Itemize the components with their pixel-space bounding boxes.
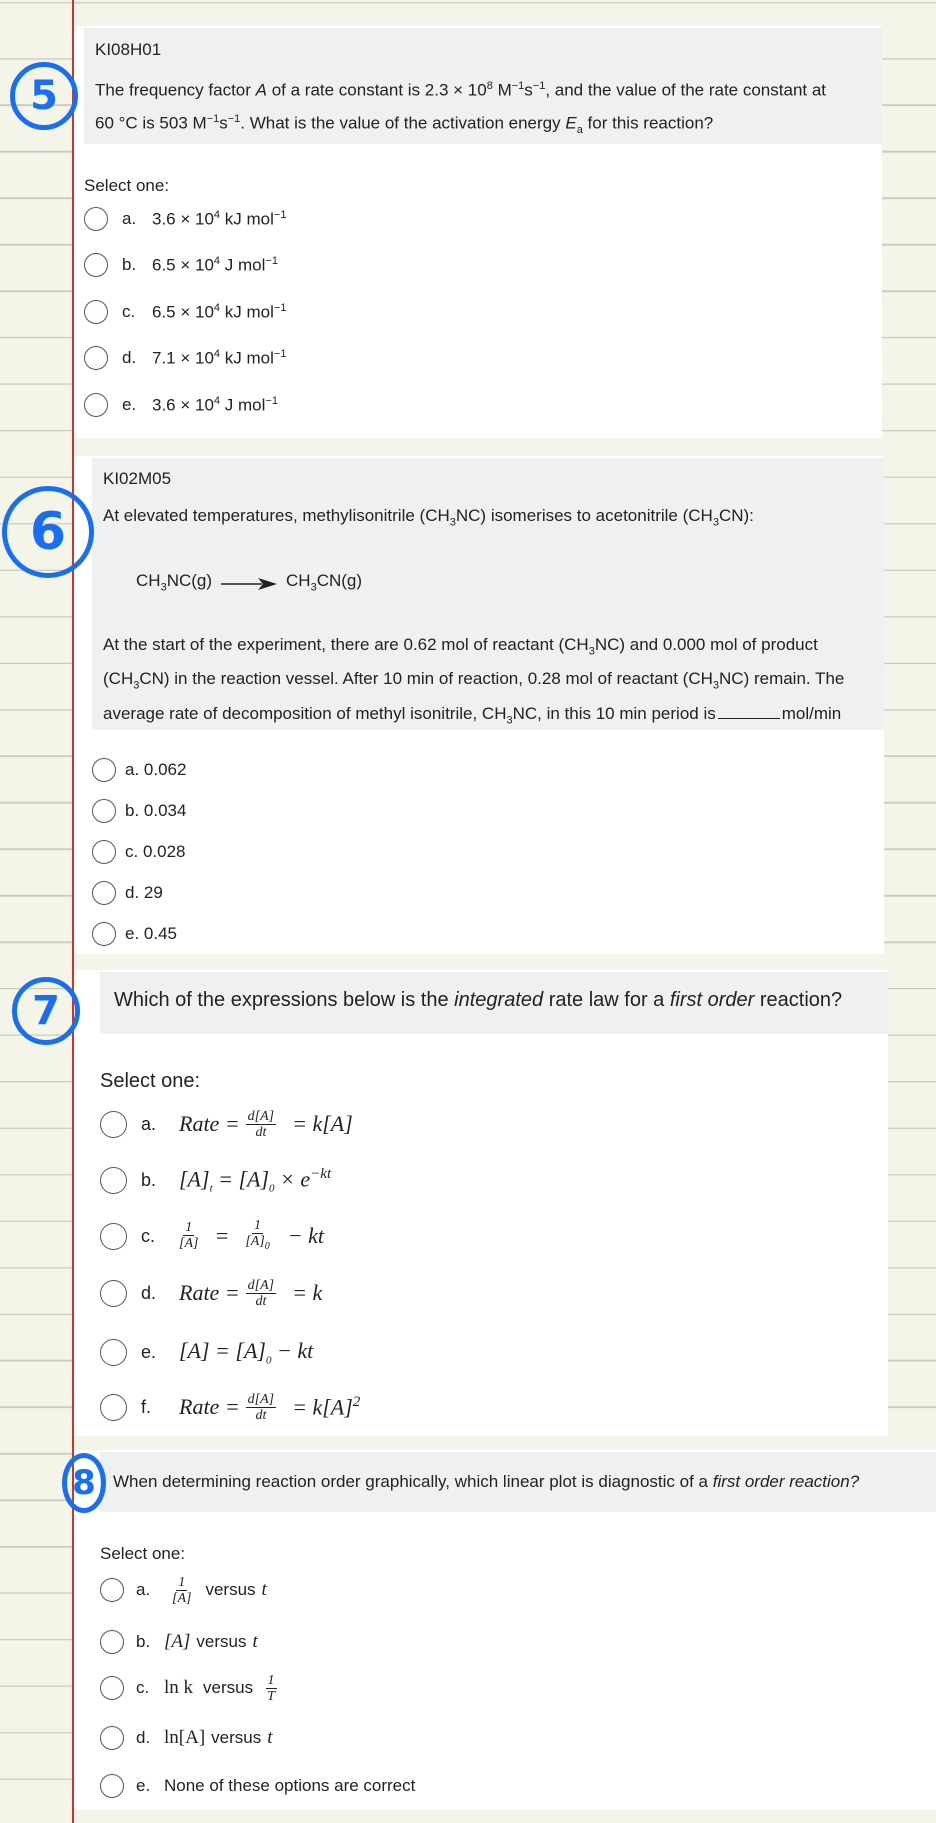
radio-button[interactable] (84, 393, 108, 417)
option-label: a. 0.062 (125, 760, 187, 779)
radio-button[interactable] (100, 1280, 127, 1307)
question-5-text: The frequency factor A of a rate constant is $2.3 \times 10^8$ $M^{-1}s^{-1}$, and the value of the rate constant at 60 °C is 503 $M^{-1}s^{-1}$. What is the value of the activation energy $E_a$ for this reaction? (95, 80, 827, 136)
question-6-code: KI02M05 (103, 469, 172, 488)
question-5-option-c[interactable]: c. $6.5 \times 10^4$ kJ mol$^{-1}$ (84, 300, 286, 324)
margin-line (72, 0, 74, 1823)
radio-button[interactable] (84, 346, 108, 370)
question-7-option-c[interactable]: c. $\frac{1}{[A]}$ = $\frac{1}{[A]_0}$ − kt (100, 1216, 324, 1256)
radio-button[interactable] (84, 300, 108, 324)
reaction-equation (136, 567, 362, 601)
question-8-option-c[interactable]: c. ln k versus $\frac{1}{T}$ (100, 1670, 283, 1706)
question-8-option-d[interactable]: d. ln[A] versus t (100, 1723, 273, 1753)
option-formula: $[A]_t = [A]_0 \times e^{-kt}$ (179, 1165, 332, 1195)
question-7-option-f[interactable]: f. Rate = $\frac{d[A]}{dt}$ = $k[A]^2$ (100, 1389, 360, 1425)
radio-button[interactable] (100, 1394, 127, 1421)
radio-button[interactable] (92, 799, 116, 823)
radio-button[interactable] (92, 922, 116, 946)
question-8-text: When determining reaction order graphically, which linear plot is diagnostic of a first order reaction? (113, 1472, 860, 1491)
radio-button[interactable] (100, 1726, 124, 1750)
question-7-option-d[interactable]: d. Rate = $\frac{d[A]}{dt}$ = k (100, 1275, 322, 1311)
question-6-option-b[interactable] (92, 799, 186, 823)
reactant: $CH_3NC(g)$ (136, 571, 213, 594)
question-6-option-d[interactable] (92, 881, 163, 905)
question-5-select-label: Select one: (84, 176, 170, 195)
question-8-option-e[interactable]: e. None of these options are correct (100, 1771, 415, 1801)
question-7-option-a[interactable]: a. Rate = $\frac{d[A]}{dt}$ = k[A] (100, 1106, 353, 1142)
option-formula: [A] versus t (164, 1631, 258, 1652)
option-label: $3.6 \times 10^4$ J mol$^{-1}$ (152, 394, 278, 415)
option-formula: $\frac{1}{[A]}$ versus t (172, 1574, 267, 1606)
question-7-text: Which of the expressions below is the integrated rate law for a first order reaction? (114, 989, 843, 1011)
option-formula: ln k versus $\frac{1}{T}$ (164, 1672, 275, 1704)
question-8-option-a[interactable]: a. $\frac{1}{[A]}$ versus t (100, 1572, 267, 1608)
annotation-6: 6 (2, 486, 94, 578)
radio-button[interactable] (84, 207, 108, 231)
question-5-option-a[interactable]: a. $3.6 \times 10^4$ kJ mol$^{-1}$ (84, 207, 286, 231)
radio-button[interactable] (92, 840, 116, 864)
question-5-option-e[interactable]: e. $3.6 \times 10^4$ J mol$^{-1}$ (84, 393, 278, 417)
annotation-7: 7 (12, 977, 80, 1045)
radio-button[interactable] (92, 881, 116, 905)
option-label: $6.5 \times 10^4$ J mol$^{-1}$ (152, 254, 278, 275)
radio-button[interactable] (100, 1630, 124, 1654)
reaction-arrow-icon (220, 577, 278, 591)
question-6-body: At the start of the experiment, there are 0.62 mol of reactant $(CH_3NC)$ and 0.000 mol of product $(CH_3CN)$ in the reaction vessel. After 10 min of reaction, 0.28 mol of reactant $(CH_3NC)$ remain. The average rate of decomposition of methyl isonitrile, $CH_3NC$, in this 10 min period is mol/min (103, 635, 845, 727)
annotation-8: 8 (62, 1453, 106, 1513)
question-5-code: KI08H01 (95, 40, 162, 59)
option-label: b. 0.034 (125, 801, 187, 820)
option-label: c. 0.028 (125, 842, 186, 861)
radio-button[interactable] (100, 1223, 127, 1250)
option-formula: Rate = $\frac{d[A]}{dt}$ = k[A] (179, 1108, 353, 1140)
question-5-option-b[interactable]: b. $6.5 \times 10^4$ J mol$^{-1}$ (84, 253, 278, 277)
radio-button[interactable] (92, 758, 116, 782)
question-7-select-label: Select one: (100, 1070, 201, 1092)
question-6-intro: At elevated temperatures, methylisonitrile $(CH_3NC)$ isomerises to acetonitrile $(CH_3CN)$: (103, 506, 754, 529)
option-label: $7.1 \times 10^4$ kJ mol$^{-1}$ (152, 347, 287, 368)
radio-button[interactable] (100, 1167, 127, 1194)
radio-button[interactable] (100, 1676, 124, 1700)
option-formula: Rate = $\frac{d[A]}{dt}$ = $k[A]^2$ (179, 1391, 361, 1423)
option-formula: $\frac{1}{[A]}$ = $\frac{1}{[A]_0}$ − kt (179, 1218, 324, 1252)
question-6-option-e[interactable] (92, 922, 177, 946)
question-8-option-b[interactable]: b. [A] versus t (100, 1627, 258, 1657)
radio-button[interactable] (84, 253, 108, 277)
option-formula: $[A] = [A]_0$ − kt (179, 1337, 314, 1367)
question-7-option-e[interactable]: e. $[A] = [A]_0$ − kt (100, 1334, 313, 1370)
radio-button[interactable] (100, 1111, 127, 1138)
answer-blank (718, 718, 780, 719)
question-6-option-a[interactable] (92, 758, 186, 782)
option-label: $3.6 \times 10^4$ kJ mol$^{-1}$ (152, 208, 287, 229)
option-label: None of these options are correct (164, 1776, 416, 1795)
annotation-5: 5 (10, 62, 78, 130)
option-label: e. 0.45 (125, 924, 177, 943)
radio-button[interactable] (100, 1339, 127, 1366)
option-label: $6.5 \times 10^4$ kJ mol$^{-1}$ (152, 301, 287, 322)
option-formula: Rate = $\frac{d[A]}{dt}$ = k (179, 1277, 323, 1309)
radio-button[interactable] (100, 1578, 124, 1602)
radio-button[interactable] (100, 1774, 124, 1798)
product: $CH_3CN(g)$ (286, 571, 363, 594)
question-7-option-b[interactable]: b. $[A]_t = [A]_0 \times e^{-kt}$ (100, 1162, 331, 1198)
question-6-option-c[interactable] (92, 840, 186, 864)
option-label: d. 29 (125, 883, 163, 902)
question-8-select-label: Select one: (100, 1544, 186, 1563)
option-formula: ln[A] versus t (164, 1727, 273, 1748)
question-5-option-d[interactable]: d. $7.1 \times 10^4$ kJ mol$^{-1}$ (84, 346, 286, 370)
